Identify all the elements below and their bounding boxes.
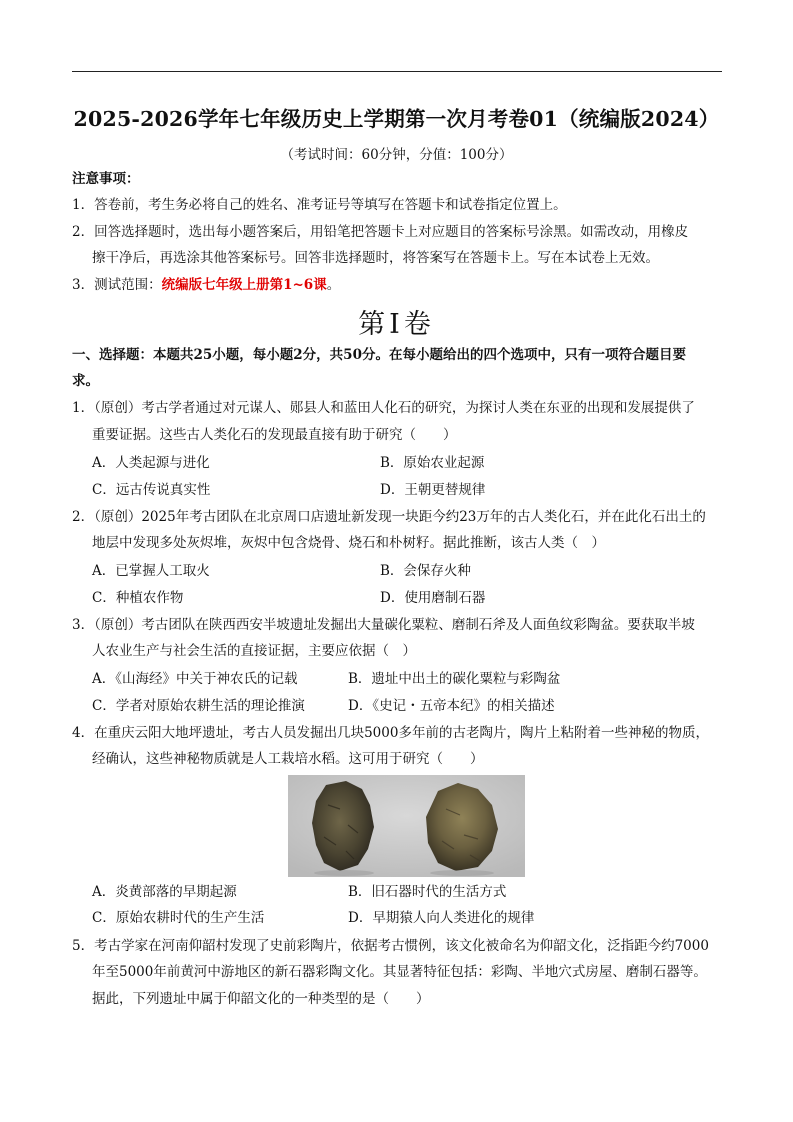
question-3-line-2: 人农业生产与社会生活的直接证据，主要应依据（ ） — [92, 643, 416, 659]
note-item-2-line-2: 擦干净后，再选涂其他答案标号。回答非选择题时，将答案写在答题卡上。写在本试卷上无效。 — [92, 250, 659, 266]
section-instructions-line-2: 求。 — [72, 373, 99, 389]
note-item-1: 1．答卷前，考生务必将自己的姓名、准考证号等填写在答题卡和试卷指定位置上。 — [72, 197, 567, 213]
question-3-option-d: D．《史记・五帝本纪》的相关描述 — [348, 698, 555, 714]
note-item-3-suffix: 。 — [326, 277, 341, 293]
question-2-option-c: C．种植农作物 — [92, 590, 184, 606]
note-item-2-line-1: 2．回答选择题时，选出每小题答案后，用铅笔把答题卡上对应题目的答案标号涂黑。如需改动，用橡皮 — [72, 224, 689, 240]
question-1-option-d: D．王朝更替规律 — [380, 482, 486, 498]
exam-title: 2025-2026学年七年级历史上学期第一次月考卷01（统编版2024） — [73, 107, 720, 131]
question-3-line-1: 3．（原创）考古团队在陕西西安半坡遗址发掘出大量碳化粟粒、磨制石斧及人面鱼纹彩陶盆。要获取半坡 — [72, 617, 695, 633]
exam-subtitle: （考试时间：60分钟，分值：100分） — [280, 147, 513, 163]
question-4-option-d: D．早期猿人向人类进化的规律 — [348, 910, 535, 926]
volume-title: 第Ⅰ卷 — [358, 309, 435, 340]
question-3-option-a: A．《山海经》中关于神农氏的记载 — [92, 671, 298, 687]
question-4-option-c: C．原始农耕时代的生产生活 — [92, 910, 265, 926]
question-2-option-a: A．已掌握人工取火 — [92, 563, 210, 579]
question-1-option-b: B．原始农业起源 — [380, 455, 485, 471]
question-4-line-1: 4．在重庆云阳大地坪遗址，考古人员发掘出几块5000多年前的古老陶片，陶片上粘附着一些神秘的物质， — [72, 725, 709, 741]
question-1-option-c: C．远古传说真实性 — [92, 482, 211, 498]
notes-heading: 注意事项： — [72, 171, 140, 187]
question-3-option-b: B．遗址中出土的碳化粟粒与彩陶盆 — [348, 671, 561, 687]
pottery-shards-photo — [288, 775, 525, 877]
note-item-3 — [72, 275, 340, 295]
question-1-line-2: 重要证据。这些古人类化石的发现最直接有助于研究（ ） — [92, 427, 457, 443]
question-4-option-a: A．炎黄部落的早期起源 — [92, 884, 237, 900]
pottery-shards-image — [288, 775, 525, 877]
question-5-line-2: 年至5000年前黄河中游地区的新石器彩陶文化。其显著特征包括：彩陶、半地穴式房屋、磨制石器等。 — [92, 964, 707, 980]
header-rule — [72, 71, 722, 72]
question-1-option-a: A．人类起源与进化 — [92, 455, 210, 471]
question-1-line-1: 1．（原创）考古学者通过对元谋人、郧县人和蓝田人化石的研究，为探讨人类在东亚的出现和发展提供了 — [72, 400, 695, 416]
note-item-3-prefix: 3．测试范围： — [72, 277, 162, 293]
question-2-option-d: D．使用磨制石器 — [380, 590, 486, 606]
question-5-line-1: 5．考古学家在河南仰韶村发现了史前彩陶片，依据考古惯例，该文化被命名为仰韶文化，泛指距今约7000 — [72, 938, 709, 954]
question-4-line-2: 经确认，这些神秘物质就是人工栽培水稻。这可用于研究（ ） — [92, 751, 484, 767]
question-4-option-b: B．旧石器时代的生活方式 — [348, 884, 507, 900]
question-5-line-3: 据此，下列遗址中属于仰韶文化的一种类型的是（ ） — [92, 991, 430, 1007]
question-2-option-b: B．会保存火种 — [380, 563, 471, 579]
question-2-line-2: 地层中发现多处灰烬堆，灰烬中包含烧骨、烧石和朴树籽。据此推断，该古人类（ ） — [92, 535, 605, 551]
test-scope: 统编版七年级上册第1~6课 — [161, 277, 327, 293]
question-3-option-c: C．学者对原始农耕生活的理论推演 — [92, 698, 305, 714]
question-2-line-1: 2．（原创）2025年考古团队在北京周口店遗址新发现一块距今约23万年的古人类化石，并在此化石出土的 — [72, 509, 706, 525]
section-instructions-line-1: 一、选择题：本题共25小题，每小题2分，共50分。在每小题给出的四个选项中，只有一项符合题目要 — [72, 347, 686, 363]
